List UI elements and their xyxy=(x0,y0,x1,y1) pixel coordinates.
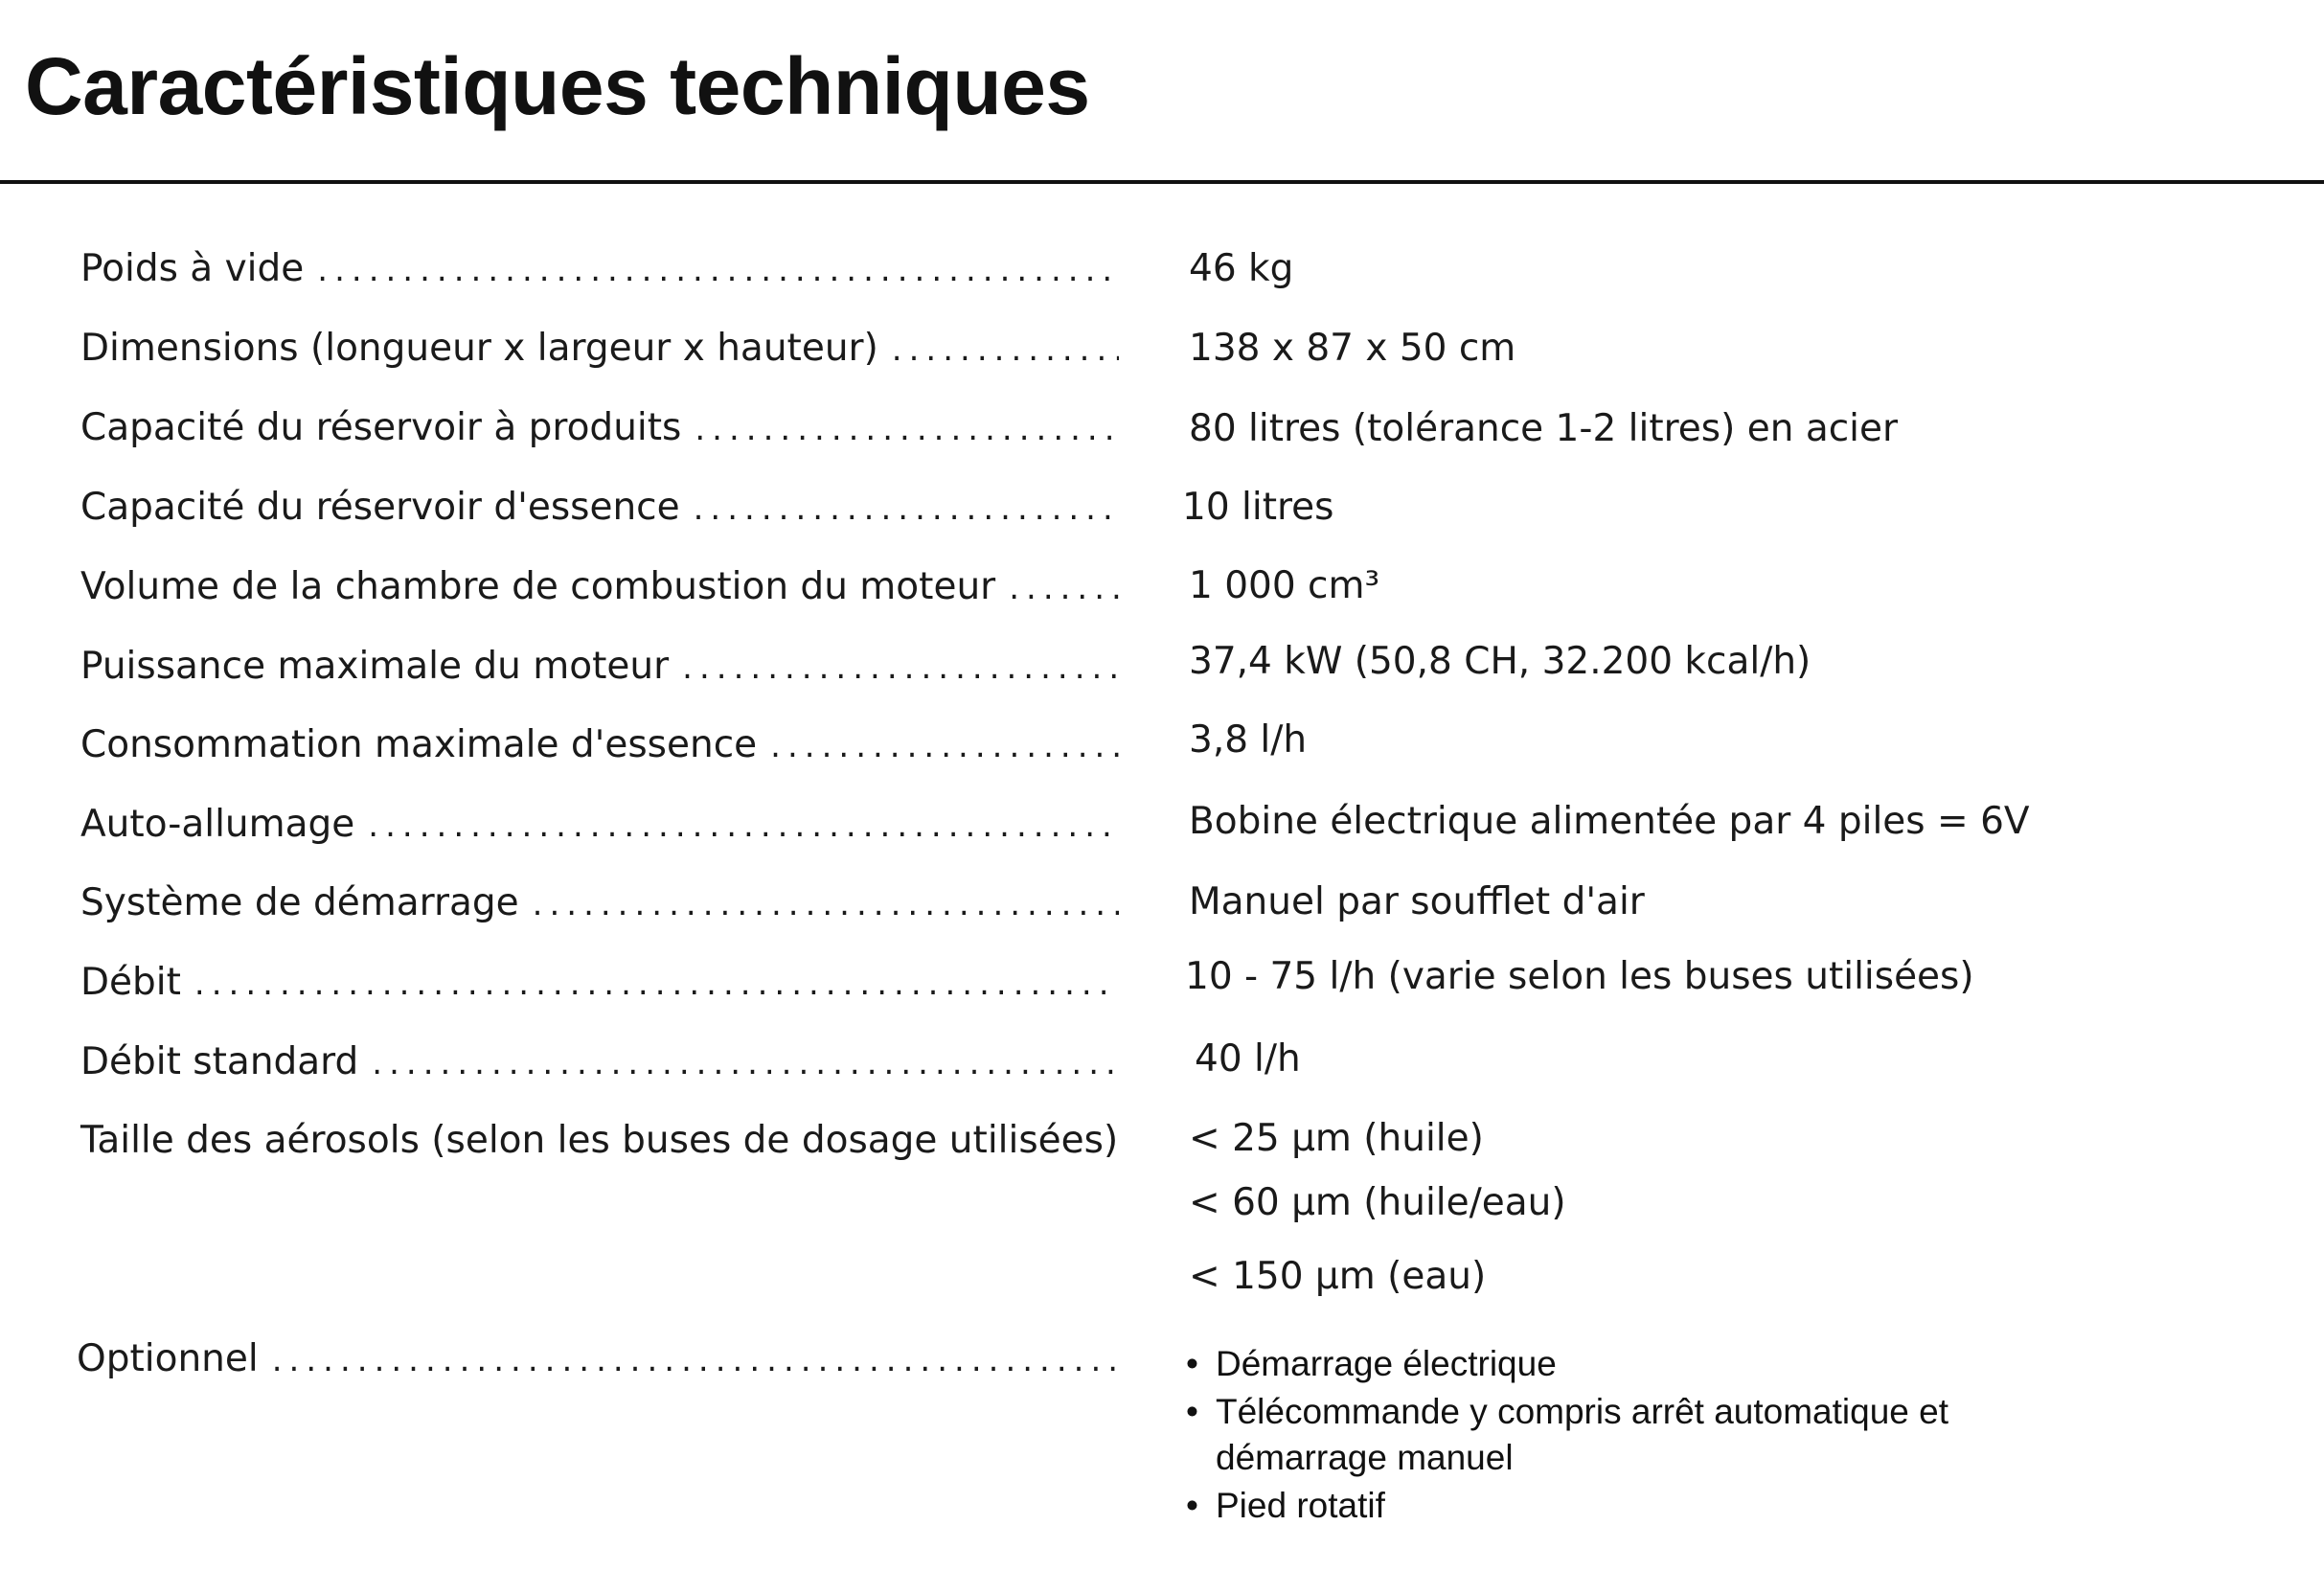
dot-leader xyxy=(519,881,1119,927)
dot-leader xyxy=(995,565,1119,611)
spec-label-text: Dimensions (longueur x largeur x hauteur) xyxy=(80,327,878,370)
page-title: Caractéristiques techniques xyxy=(25,41,1090,131)
spec-label-text: Auto-allumage xyxy=(80,803,355,846)
bullet-icon: • xyxy=(1186,1392,1198,1431)
bullet-icon: • xyxy=(1186,1486,1198,1525)
spec-label-dimensions xyxy=(80,326,1119,373)
spec-label-text: Capacité du réservoir à produits xyxy=(80,406,682,449)
spec-value-debit: 10 - 75 l/h (varie selon les buses utilisées) xyxy=(1185,955,1974,998)
spec-label-text: Volume de la chambre de combustion du moteur xyxy=(80,565,996,608)
spec-value-reservoir-essence: 10 litres xyxy=(1182,486,1334,529)
spec-label-poids xyxy=(80,246,1119,293)
spec-label-optionnel xyxy=(77,1336,1115,1383)
spec-label-reservoir-essence xyxy=(80,485,1119,532)
dot-leader xyxy=(354,803,1119,849)
spec-value-demarrage: Manuel par soufflet d'air xyxy=(1189,880,1645,923)
spec-value-puissance: 37,4 kW (50,8 CH, 32.200 kcal/h) xyxy=(1189,640,1811,683)
dot-leader xyxy=(680,486,1119,532)
dot-leader xyxy=(681,406,1119,452)
spec-label-text: Système de démarrage xyxy=(80,881,519,924)
spec-label-demarrage xyxy=(80,880,1119,927)
spec-label-taille-aerosols xyxy=(80,1118,1119,1165)
title-divider xyxy=(0,180,2324,184)
spec-label-text: Optionnel xyxy=(77,1337,259,1380)
spec-label-text: Débit xyxy=(80,961,181,1004)
dot-leader xyxy=(259,1337,1115,1383)
dot-leader xyxy=(878,327,1119,373)
dot-leader xyxy=(1118,1119,1131,1165)
spec-label-chambre-combustion xyxy=(80,564,1119,611)
spec-label-text: Puissance maximale du moteur xyxy=(80,645,670,688)
spec-value-chambre-combustion: 1 000 cm³ xyxy=(1189,564,1380,607)
bullet-icon: • xyxy=(1186,1344,1198,1383)
spec-value-auto-allumage: Bobine électrique alimentée par 4 piles = 6V xyxy=(1189,800,2030,843)
spec-label-text: Poids à vide xyxy=(80,247,305,290)
spec-value-aerosols-huile: < 25 µm (huile) xyxy=(1189,1117,1484,1160)
dot-leader xyxy=(757,723,1119,769)
list-item xyxy=(1186,1341,2011,1387)
dot-leader xyxy=(358,1040,1119,1086)
spec-value-debit-standard: 40 l/h xyxy=(1195,1037,1301,1081)
spec-label-text: Consommation maximale d'essence xyxy=(80,723,758,766)
spec-label-text: Capacité du réservoir d'essence xyxy=(80,486,680,529)
list-item xyxy=(1186,1483,2011,1529)
spec-label-puissance xyxy=(80,644,1119,691)
option-text: Télécommande y compris arrêt automatique et démarrage manuel xyxy=(1216,1392,1949,1477)
dot-leader xyxy=(669,645,1119,691)
spec-label-consommation xyxy=(80,722,1119,769)
list-item xyxy=(1186,1389,2011,1481)
spec-label-reservoir-produits xyxy=(80,405,1119,452)
spec-label-auto-allumage xyxy=(80,802,1119,849)
dot-leader xyxy=(181,961,1119,1007)
spec-value-aerosols-eau: < 150 µm (eau) xyxy=(1189,1255,1487,1298)
spec-label-debit-standard xyxy=(80,1039,1119,1086)
option-text: Pied rotatif xyxy=(1216,1486,1385,1525)
spec-value-aerosols-huile-eau: < 60 µm (huile/eau) xyxy=(1189,1181,1566,1224)
spec-label-text: Débit standard xyxy=(80,1040,359,1083)
option-text: Démarrage électrique xyxy=(1216,1344,1557,1383)
spec-label-text: Taille des aérosols (selon les buses de dosage utilisées) xyxy=(80,1119,1119,1162)
spec-value-poids: 46 kg xyxy=(1189,247,1294,290)
spec-value-consommation: 3,8 l/h xyxy=(1189,718,1308,762)
dot-leader xyxy=(304,247,1119,293)
spec-value-dimensions: 138 x 87 x 50 cm xyxy=(1189,327,1516,370)
spec-value-reservoir-produits: 80 litres (tolérance 1-2 litres) en acier xyxy=(1189,407,1899,450)
spec-label-debit xyxy=(80,960,1119,1007)
optional-items-list xyxy=(1186,1341,2011,1531)
